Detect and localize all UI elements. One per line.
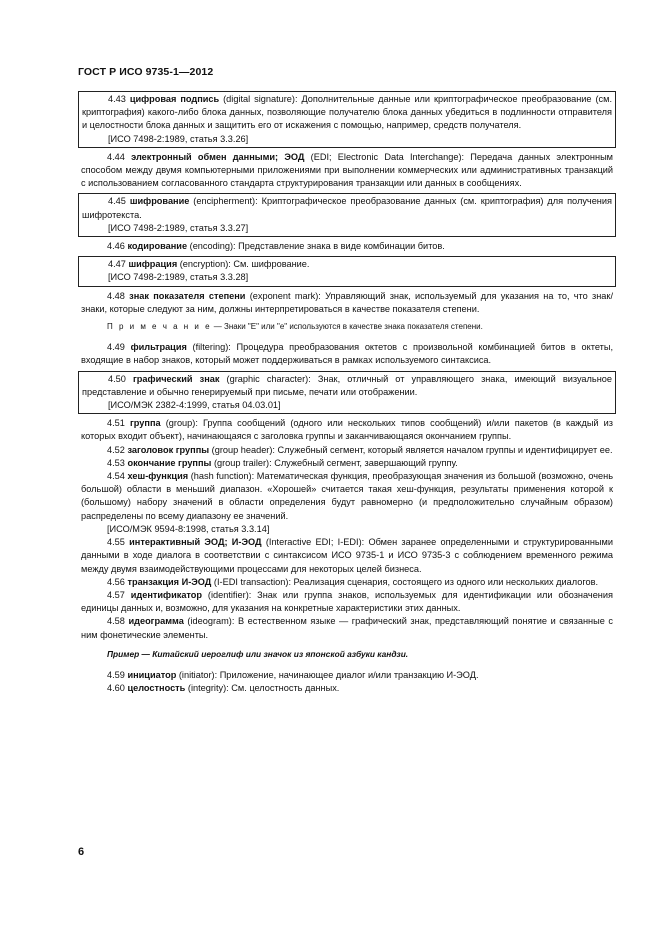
definition-4-46: 4.46 кодирование (encoding): Представление знака в виде комбинации битов. [107, 241, 445, 252]
term: графический знак [132, 373, 220, 384]
definition-4-59: 4.59 инициатор (initiator): Приложение, начинающее диалог и/или транзакцию И-ЭОД. [107, 669, 479, 680]
note-label: П р и м е ч а н и е [107, 322, 212, 332]
definition-4-45: 4.45 шифрование (encipherment): Криптографическое преобразование данных (см. криптография) для получения шифротекста. [ИСО 7498-2:1989, статья 3.3.27] [78, 193, 616, 237]
term: интерактивный ЭОД; И-ЭОД [129, 537, 262, 548]
definition-4-43: 4.43 цифровая подпись (digital signature): Дополнительные данные или криптографическое преобразование (см. криптография) какого-либо блока данных, позволяющие получателю блока данных убедиться в подлинности отправителя и целостности блока данных и защитить его от искажения с помощью, например, средств получателя. [ИСО 7498-2:1989, статья 3.3.26] [78, 91, 616, 148]
term: шифрация [128, 259, 178, 270]
example: Пример — Китайский иероглиф или значок из японской азбуки кандзи. [107, 648, 409, 659]
term: знак показателя степени [129, 290, 246, 301]
term: инициатор [127, 669, 177, 680]
source-reference: [ИСО 7498-2:1989, статья 3.3.28] [108, 272, 249, 283]
definition-4-54: 4.54 хеш-функция (hash function): Математическая функция, преобразующая значения из большой (возможно, очень большой) области в меньший диапазон. «Хорошей» считается такая хеш-функция, результаты применения которой к (большому) набору значений в области определения будут равномерно (и предположительно случайным образом) распределены по всему диапазону ее значений. [ИСО/МЭК 9594-8:1998, статья 3.3.14] [78, 470, 616, 536]
document-body [78, 90, 616, 695]
definition-4-57: 4.57 идентификатор (identifier): Знак или группа знаков, используемых для идентификации или обозначения единицы данных и, возможно, для указания на конкретные характеристики этих данных. [81, 589, 613, 614]
definition-4-52: 4.52 заголовок группы (group header): Служебный сегмент, который является началом группы и идентифицирует ее. [107, 444, 613, 455]
term: шифрование [129, 196, 190, 207]
source-reference: [ИСО 7498-2:1989, статья 3.3.26] [108, 133, 249, 144]
term: идентификатор [130, 589, 203, 600]
document-header: ГОСТ Р ИСО 9735-1—2012 [78, 66, 214, 78]
term: кодирование [127, 241, 188, 252]
definition-4-53: 4.53 окончание группы (group trailer): Служебный сегмент, завершающий группу. [107, 457, 458, 468]
term: электронный обмен данными; ЭОД [131, 151, 305, 162]
term: хеш-функция [127, 471, 189, 482]
term: фильтрация [130, 342, 187, 353]
term: идеограмма [128, 616, 184, 627]
definition-4-47: 4.47 шифрация (encryption): См. шифрование. [ИСО 7498-2:1989, статья 3.3.28] [78, 256, 616, 286]
definition-4-58: 4.58 идеограмма (ideogram): В естественном языке — графический знак, представляющий понятие и связанные с ним фонетические элементы. [81, 616, 613, 640]
definition-4-60: 4.60 целостность (integrity): См. целостность данных. [107, 683, 340, 694]
term: транзакция И-ЭОД [127, 576, 212, 587]
definition-4-48: 4.48 знак показателя степени (exponent mark): Управляющий знак, используемый для указания на то, что знак/знаки, которые следуют за ним, должны интерпретироваться в качестве показателя степени. [81, 290, 613, 314]
term: целостность [127, 683, 186, 694]
source-reference: [ИСО/МЭК 9594-8:1998, статья 3.3.14] [107, 523, 270, 534]
note [78, 320, 616, 333]
source-reference: [ИСО/МЭК 2382-4:1999, статья 04.03.01] [108, 400, 281, 411]
source-reference: [ИСО 7498-2:1989, статья 3.3.27] [108, 222, 249, 233]
term: цифровая подпись [129, 94, 220, 104]
note-text: — Знаки "E" или "e" используются в качестве знака показателя степени. [211, 322, 483, 332]
definition-4-44: 4.44 электронный обмен данными; ЭОД (EDI; Electronic Data Interchange): Передача данных электронным способом между двумя компьютерными приложениями при выполнении коммерческих или административных транзакций с использованием согласованного стандарта структурирования транзакции или данных в сообщениях. [81, 151, 613, 189]
term: группа [129, 418, 161, 429]
term: окончание группы [127, 457, 212, 468]
page-number: 6 [78, 846, 85, 858]
definition-4-51: 4.51 группа (group): Группа сообщений (одного или нескольких типов сообщений) и/или пакетов (в каждый из которых входит объект), начинающаяся с заголовка группы и заканчивающаяся окончанием группы. [81, 418, 613, 442]
term: заголовок группы [127, 444, 210, 455]
definition-4-49: 4.49 фильтрация (filtering): Процедура преобразования октетов с произвольной комбинацией битов в октеты, входящие в набор знаков, который может поддерживаться в рамках используемого синтаксиса. [81, 342, 614, 366]
definition-4-55: 4.55 интерактивный ЭОД; И-ЭОД (Interactive EDI; I-EDI): Обмен заранее определенными и структурированными данными в ходе диалога в соответствии с синтаксисом ИСО 9735-1 и ИСО 9735-3 с соблюдением временного режима между двумя взаимодействующими процессами для некоторых целей бизнеса. [81, 537, 613, 574]
definition-4-50: 4.50 графический знак (graphic character): Знак, отличный от управляющего знака, имеющий визуальное представление и обычно генерируемый при письме, печати или отображении. [ИСО/МЭК 2382-4:1999, статья 04.03.01] [78, 371, 616, 415]
definition-4-56: 4.56 транзакция И-ЭОД (I-EDI transaction): Реализация сценария, состоящего из одного или нескольких диалогов. [107, 576, 599, 587]
